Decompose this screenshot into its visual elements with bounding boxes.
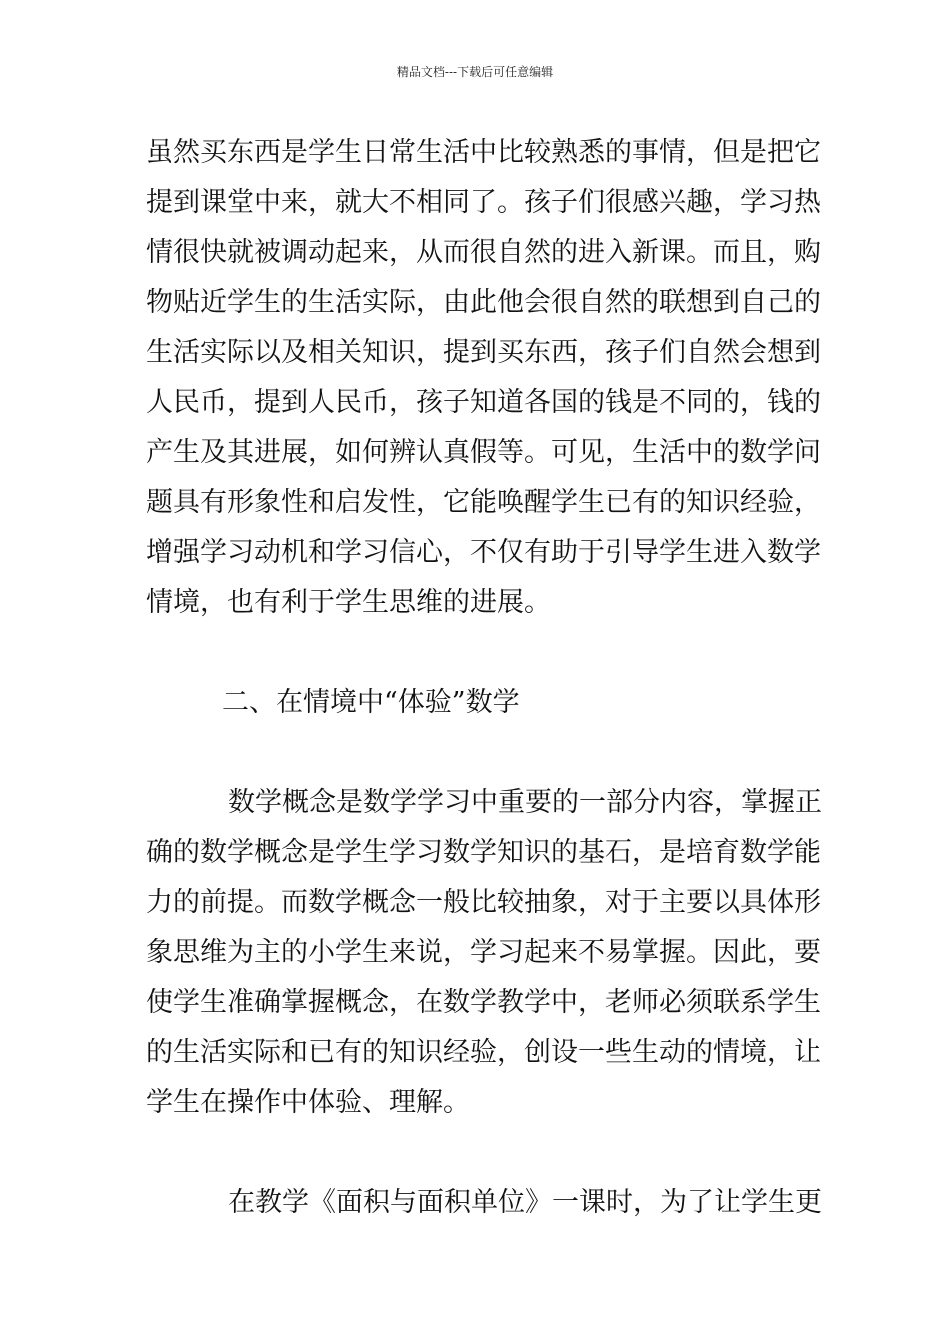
text-line: 确的数学概念是学生学习数学知识的基石，是培育数学能 [146, 837, 821, 868]
section-heading: 二、在情境中“体验”数学 [222, 687, 520, 718]
text-line: 力的前提。而数学概念一般比较抽象，对于主要以具体形 [146, 887, 821, 918]
paragraph-1 [146, 128, 821, 628]
paragraph-spacer [146, 728, 814, 778]
paragraph-spacer [146, 1128, 814, 1178]
text-line: 情很快就被调动起来，从而很自然的进入新课。而且，购 [146, 237, 821, 268]
document-body [146, 128, 822, 1228]
text-line: 虽然买东西是学生日常生活中比较熟悉的事情，但是把它 [146, 137, 821, 168]
text-line: 产生及其进展，如何辨认真假等。可见，生活中的数学问 [146, 437, 821, 468]
text-line: 情境，也有利于学生思维的进展。 [146, 587, 551, 618]
text-line: 学生在操作中体验、理解。 [146, 1087, 470, 1118]
paragraph-spacer [146, 628, 814, 678]
text-line: 生活实际以及相关知识，提到买东西，孩子们自然会想到 [146, 337, 821, 368]
text-line: 数学概念是数学学习中重要的一部分内容，掌握正 [228, 787, 822, 818]
text-line: 象思维为主的小学生来说，学习起来不易掌握。因此，要 [146, 937, 821, 968]
text-line: 提到课堂中来，就大不相同了。孩子们很感兴趣，学习热 [146, 187, 821, 218]
paragraph-3 [146, 1178, 822, 1228]
text-line: 增强学习动机和学习信心，不仅有助于引导学生进入数学 [146, 537, 821, 568]
text-line: 的生活实际和已有的知识经验，创设一些生动的情境，让 [146, 1037, 821, 1068]
text-line: 题具有形象性和启发性，它能唤醒学生已有的知识经验， [146, 487, 821, 518]
text-line: 人民币，提到人民币，孩子知道各国的钱是不同的，钱的 [146, 387, 821, 418]
text-line: 在教学《面积与面积单位》一课时，为了让学生更 [228, 1187, 822, 1218]
text-line: 使学生准确掌握概念，在数学教学中，老师必须联系学生 [146, 987, 821, 1018]
paragraph-2 [146, 778, 822, 1128]
page-header: 精品文档---下载后可任意编辑 [396, 65, 554, 79]
text-line: 物贴近学生的生活实际，由此他会很自然的联想到自己的 [146, 287, 821, 318]
